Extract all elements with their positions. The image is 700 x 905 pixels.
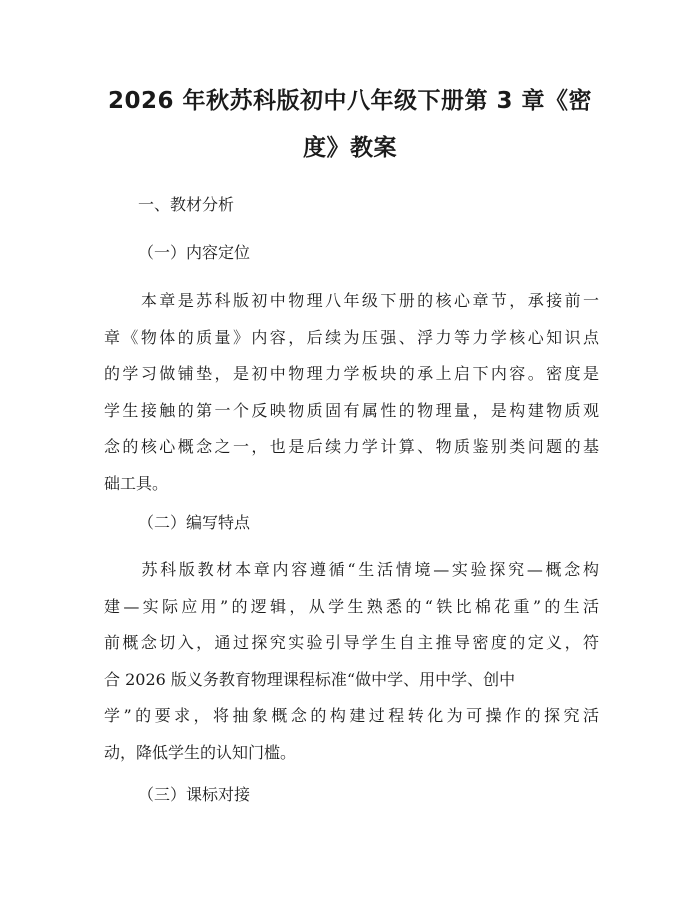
paragraph-line: 前概念切入，通过探究实验引导学生自主推导密度的定义，符 xyxy=(104,633,599,652)
section-heading-textbook-analysis: 一、教材分析 xyxy=(138,195,235,214)
paragraph-line: 动，降低学生的认知门槛。 xyxy=(104,742,297,762)
paragraph-line: 苏科版教材本章内容遵循“生活情境—实验探究—概念构 xyxy=(104,560,599,579)
paragraph-line: 建—实际应用”的逻辑，从学生熟悉的“铁比棉花重”的生活 xyxy=(104,596,599,616)
paragraph-line: 础工具。 xyxy=(104,473,169,493)
paragraph-line: 学生接触的第一个反映物质固有属性的物理量，是构建物质观 xyxy=(104,400,599,420)
subsection-heading-writing-features: （二）编写特点 xyxy=(138,513,251,532)
paragraph-line: 合 2026 版义务教育物理课程标准“做中学、用中学、创中 xyxy=(104,669,516,689)
document-title-line-1: 2026 年秋苏科版初中八年级下册第 3 章《密 xyxy=(107,88,593,114)
paragraph-line: 学”的要求，将抽象概念的构建过程转化为可操作的探究活 xyxy=(104,706,599,725)
paragraph-content-positioning xyxy=(104,283,599,502)
document-title-line-2: 度》教案 xyxy=(303,135,397,161)
paragraph-writing-features xyxy=(104,552,599,771)
paragraph-line: 念的核心概念之一，也是后续力学计算、物质鉴别类问题的基 xyxy=(104,437,599,456)
paragraph-line: 的学习做铺垫，是初中物理力学板块的承上启下内容。密度是 xyxy=(104,364,599,383)
subsection-heading-curriculum-alignment: （三）课标对接 xyxy=(138,785,251,804)
paragraph-line: 本章是苏科版初中物理八年级下册的核心章节，承接前一 xyxy=(104,291,599,310)
paragraph-line: 章《物体的质量》内容，后续为压强、浮力等力学核心知识点 xyxy=(104,327,599,347)
subsection-heading-content-positioning: （一）内容定位 xyxy=(138,243,251,262)
